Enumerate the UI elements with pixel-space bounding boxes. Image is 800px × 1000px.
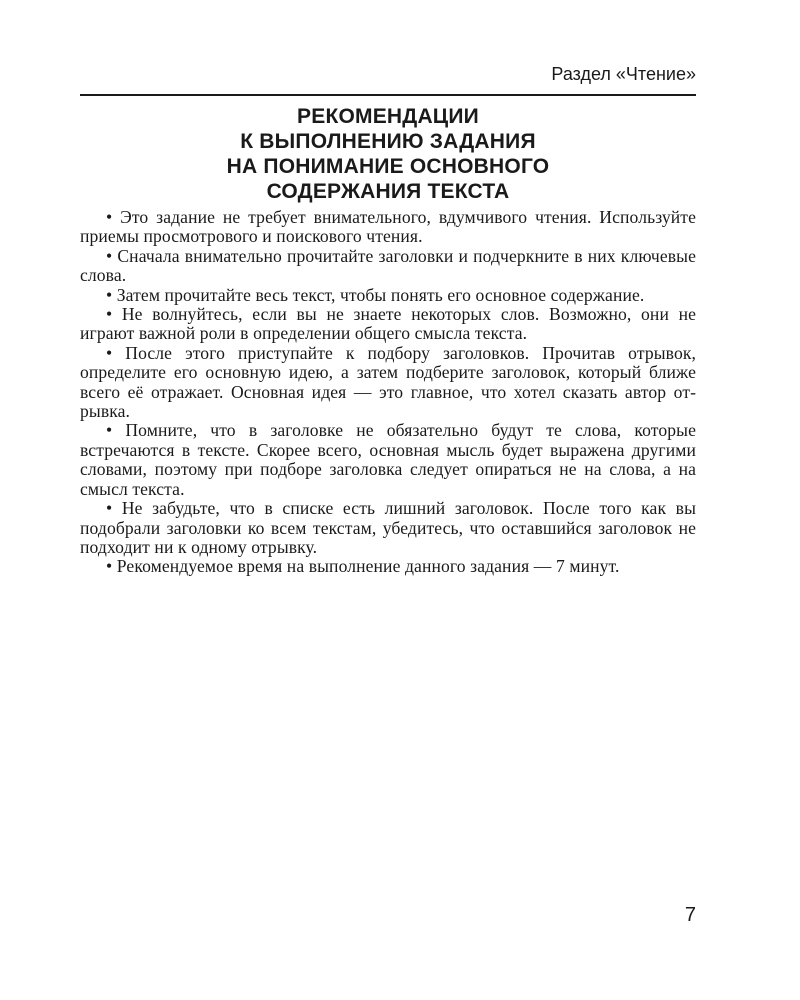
recommendations-list (80, 208, 696, 577)
title-line: НА ПОНИМАНИЕ ОСНОВНОГО (226, 155, 550, 178)
recommendation-item: • Сначала внимательно прочитайте заголовки и подчеркните в них ключевые слова. (80, 245, 696, 286)
recommendation-item: • После этого приступайте к подбору заголовков. Прочитав отрывок, определите его основную идею, а затем подберите заголовок, который ближе всего её отражает. Основная идея — это главное, что хотел сказать автор отрывка. (80, 342, 696, 422)
recommendation-item: • Не волнуйтесь, если вы не знаете некоторых слов. Возможно, они не играют важной роли в определении общего смысла текста. (80, 304, 696, 344)
recommendation-item: • Затем прочитайте весь текст, чтобы понять его основное содержание. (106, 284, 645, 305)
title-line: К ВЫПОЛНЕНИЮ ЗАДАНИЯ (240, 130, 536, 153)
page-number: 7 (684, 904, 696, 926)
title-line: СОДЕРЖАНИЯ ТЕКСТА (266, 180, 510, 203)
title-line: РЕКОМЕНДАЦИИ (297, 105, 479, 128)
recommendation-item: • Это задание не требует внимательного, вдумчивого чтения. Используйте приемы просмотрового и поискового чтения. (80, 207, 696, 247)
recommendation-item: • Рекомендуемое время на выполнение данного задания — 7 минут. (106, 556, 620, 577)
recommendation-item: • Помните, что в заголовке не обязательно будут те слова, которые встречаются в тексте. Скорее всего, основная мысль будет выражена другими словами, поэтому при подборе заголовка следует опираться не на слова, а на смысл текста. (80, 420, 696, 499)
recommendation-item: • Не забудьте, что в списке есть лишний заголовок. После того как вы подобрали заголовки ко всем текстам, убедитесь, что оставшийся заголовок не подходит ни к одному отрывку. (80, 498, 696, 557)
page-title (80, 104, 696, 204)
header-divider (80, 94, 696, 96)
section-header: Раздел «Чтение» (551, 64, 696, 84)
